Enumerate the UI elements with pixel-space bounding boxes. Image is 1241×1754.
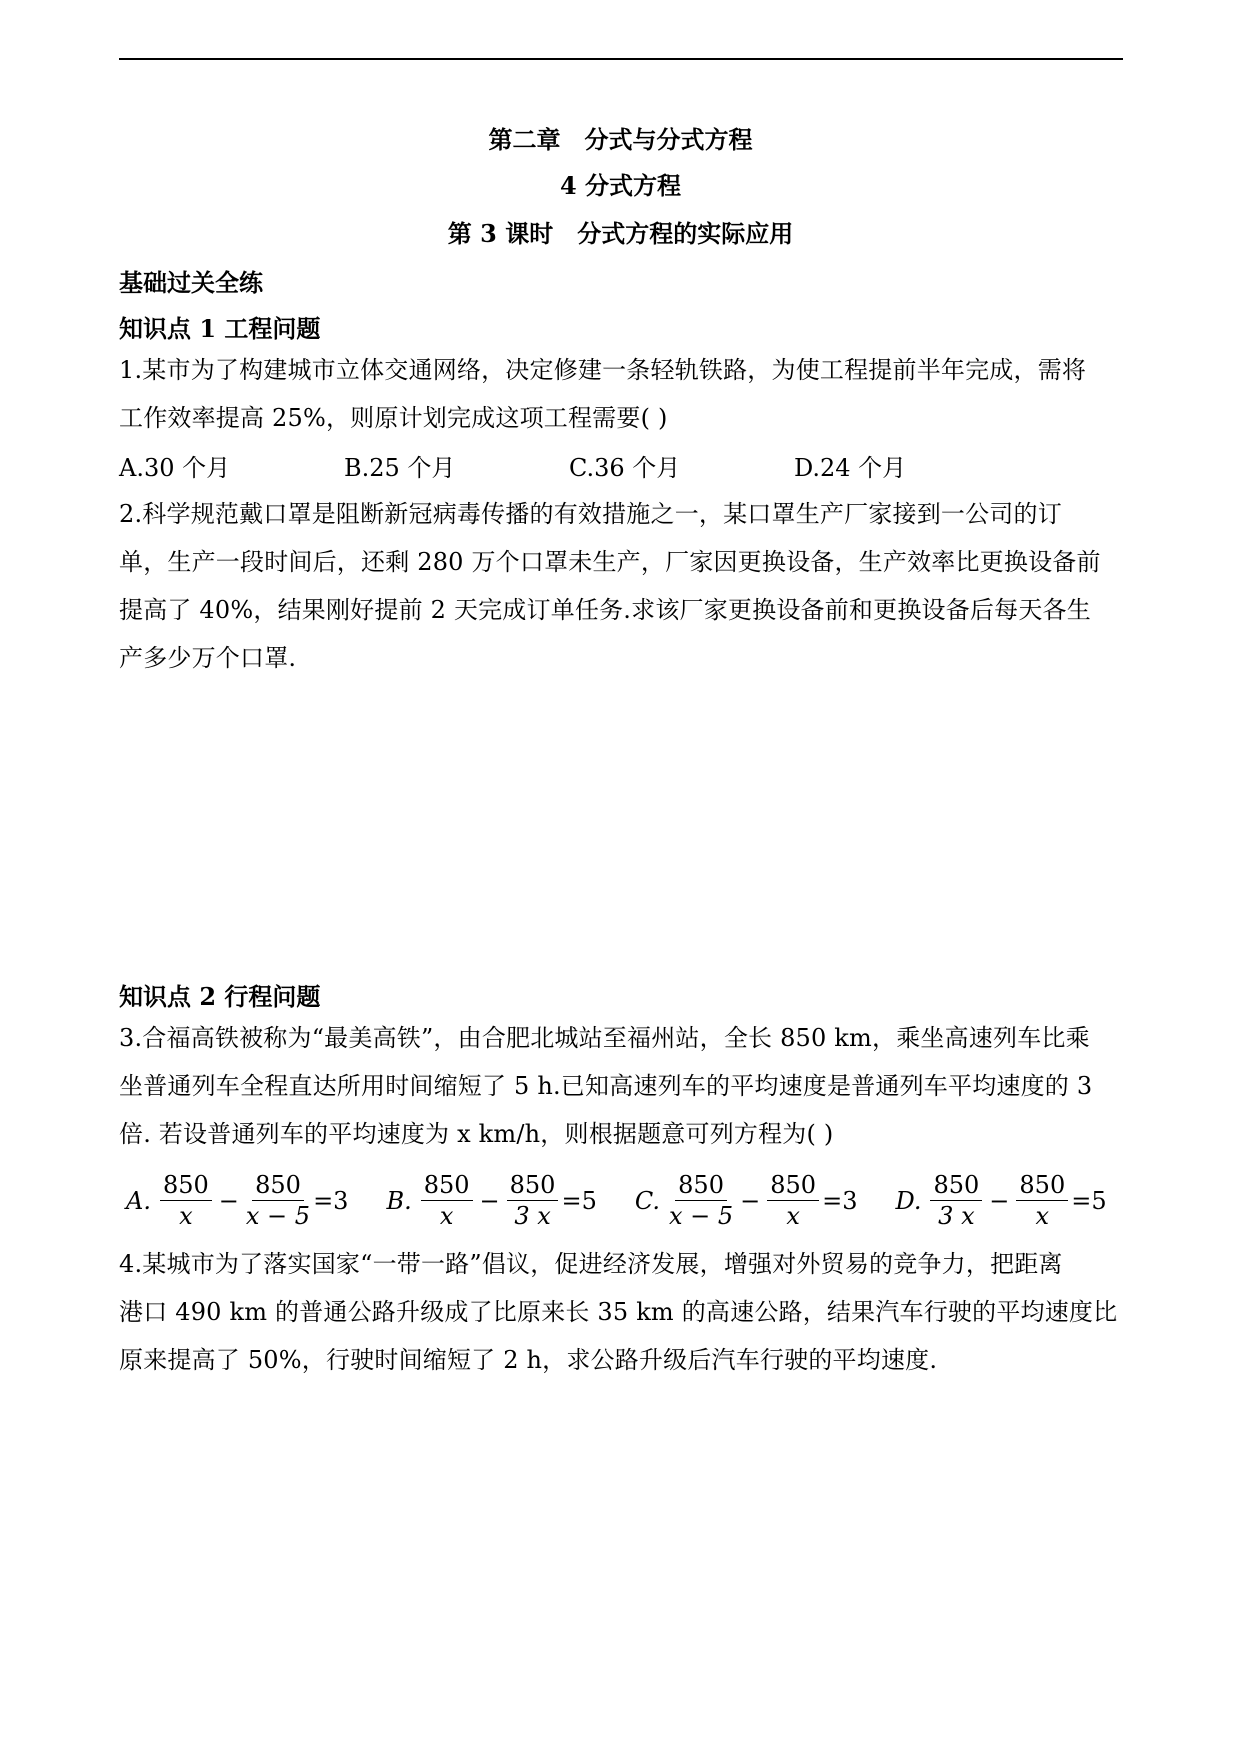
numerator: 850 (675, 1170, 727, 1201)
numerator: 850 (507, 1170, 559, 1201)
equation-option-label: C. (634, 1186, 660, 1215)
equation-option-d (895, 1170, 1106, 1231)
equation-option-label: B. (386, 1186, 412, 1215)
question-3-line-1: 3.合福高铁被称为“最美高铁”，由合肥北城站至福州站，全长 850 km，乘坐高速列车比乘 (119, 1024, 1090, 1052)
knowledge-point-2-title: 知识点 2 行程问题 (119, 982, 321, 1011)
fraction (246, 1170, 310, 1231)
question-4-line-2: 港口 490 km 的普通公路升级成了比原来长 35 km 的高速公路，结果汽车行驶的平均速度比 (119, 1298, 1118, 1326)
fraction (930, 1170, 982, 1231)
denominator: x (1035, 1202, 1050, 1230)
question-3-options (126, 1170, 1145, 1231)
question-3 (119, 1014, 1123, 1158)
option-b: B.25 个月 (344, 454, 456, 482)
denominator: 3 x (514, 1202, 551, 1230)
equation-rhs: =5 (561, 1186, 597, 1215)
section-title: 4 分式方程 (559, 171, 682, 200)
denominator: x − 5 (245, 1202, 311, 1230)
minus-sign: − (989, 1186, 1010, 1215)
fraction (669, 1170, 733, 1231)
fraction (160, 1170, 212, 1231)
practice-title: 基础过关全练 (119, 268, 263, 297)
question-1 (119, 346, 1123, 442)
chapter-title: 第二章 分式与分式方程 (488, 125, 753, 154)
equation-rhs: =3 (822, 1186, 858, 1215)
question-1-options (119, 448, 1019, 483)
fraction (421, 1170, 473, 1231)
header-rule (119, 58, 1123, 60)
question-4-line-3: 原来提高了 50%，行驶时间缩短了 2 h，求公路升级后汽车行驶的平均速度. (119, 1346, 938, 1374)
question-3-line-3: 倍. 若设普通列车的平均速度为 x km/h，则根据题意可列方程为( ) (119, 1120, 834, 1148)
denominator: x (786, 1202, 800, 1230)
question-2-line-4: 产多少万个口罩. (119, 644, 297, 672)
question-4-line-1: 4.某城市为了落实国家“一带一路”倡议，促进经济发展，增强对外贸易的竞争力，把距离 (119, 1250, 1063, 1278)
numerator: 850 (1016, 1170, 1068, 1201)
option-a: A.30 个月 (119, 454, 231, 482)
question-2-line-2: 单，生产一段时间后，还剩 280 万个口罩未生产，厂家因更换设备，生产效率比更换设备前 (119, 548, 1101, 576)
equation-option-a (126, 1170, 348, 1231)
equation-option-label: D. (895, 1186, 922, 1215)
question-4 (119, 1240, 1123, 1384)
equation-option-b (386, 1170, 596, 1231)
knowledge-point-1-title: 知识点 1 工程问题 (119, 314, 321, 343)
question-2 (119, 490, 1123, 682)
question-1-line-2: 工作效率提高 25%，则原计划完成这项工程需要( ) (119, 404, 668, 432)
equation-rhs: =3 (313, 1186, 349, 1215)
fraction (767, 1170, 819, 1231)
equation-option-c (635, 1170, 858, 1231)
lesson-title: 第 3 课时 分式方程的实际应用 (447, 219, 794, 248)
fraction (1016, 1170, 1068, 1231)
question-3-line-2: 坐普通列车全程直达所用时间缩短了 5 h.已知高速列车的平均速度是普通列车平均速度的 3 (119, 1072, 1093, 1100)
denominator: x − 5 (668, 1202, 734, 1230)
minus-sign: − (740, 1186, 761, 1215)
minus-sign: − (218, 1186, 239, 1215)
question-2-line-1: 2.科学规范戴口罩是阻断新冠病毒传播的有效措施之一，某口罩生产厂家接到一公司的订 (119, 500, 1062, 528)
numerator: 850 (421, 1170, 473, 1201)
option-d: D.24 个月 (794, 454, 907, 482)
question-1-line-1: 1.某市为了构建城市立体交通网络，决定修建一条轻轨铁路，为使工程提前半年完成，需将 (119, 356, 1087, 384)
numerator: 850 (160, 1170, 212, 1201)
numerator: 850 (252, 1170, 304, 1201)
equation-option-label: A. (126, 1186, 151, 1215)
equation-rhs: =5 (1071, 1186, 1107, 1215)
minus-sign: − (479, 1186, 500, 1215)
numerator: 850 (767, 1170, 819, 1201)
option-c: C.36 个月 (569, 454, 681, 482)
fraction (507, 1170, 559, 1231)
denominator: x (179, 1202, 193, 1230)
denominator: x (439, 1202, 454, 1230)
question-2-line-3: 提高了 40%，结果刚好提前 2 天完成订单任务.求该厂家更换设备前和更换设备后每天各生 (119, 596, 1091, 624)
denominator: 3 x (938, 1202, 975, 1230)
numerator: 850 (930, 1170, 982, 1201)
